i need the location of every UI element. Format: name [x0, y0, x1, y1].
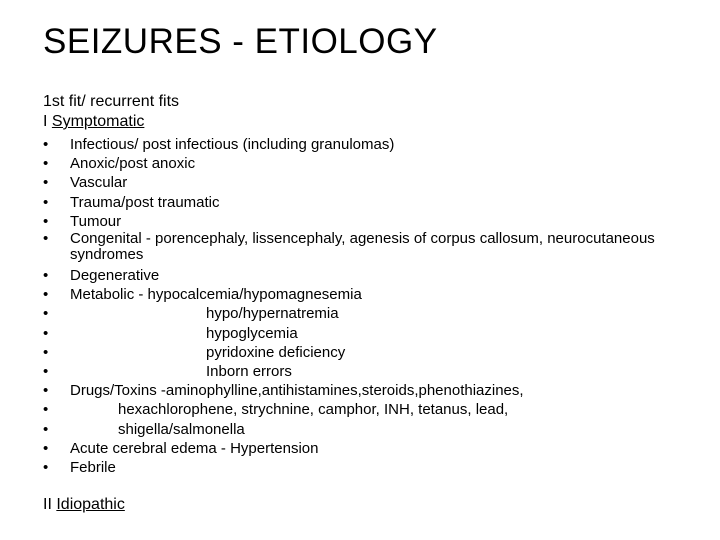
list-item: • Anoxic/post anoxic — [43, 155, 196, 173]
bullet-icon: • — [43, 212, 49, 230]
bullet-icon: • — [43, 193, 49, 211]
list-item: • Vascular — [43, 174, 128, 192]
bullet-icon: • — [43, 439, 49, 457]
section-heading-idiopathic — [43, 496, 125, 514]
list-item: • pyridoxine deficiency — [43, 343, 346, 361]
bullet-icon: • — [43, 459, 49, 477]
list-item: • Tumour — [43, 212, 122, 230]
list-item: • Degenerative — [43, 267, 160, 285]
list-item: • Acute cerebral edema - Hypertension — [43, 439, 319, 457]
section-label: Idiopathic — [56, 496, 125, 513]
list-item: • Drugs/Toxins -aminophylline,antihistamines,steroids,phenothiazines, — [43, 382, 524, 400]
slide-title: SEIZURES - ETIOLOGY — [43, 22, 438, 61]
bullet-icon: • — [43, 267, 49, 285]
bullet-icon: • — [43, 286, 49, 304]
bullet-icon: • — [43, 401, 49, 419]
section-numeral: I — [43, 113, 48, 130]
list-item: • shigella/salmonella — [43, 420, 245, 438]
bullet-icon: • — [43, 343, 49, 361]
subtitle-fit-type: 1st fit/ recurrent fits — [43, 93, 180, 110]
list-item: • hypo/hypernatremia — [43, 305, 339, 323]
bullet-icon: • — [43, 155, 49, 173]
bullet-icon: • — [43, 136, 49, 153]
list-item: • hexachlorophene, strychnine, camphor, INH, tetanus, lead, — [43, 401, 509, 419]
section-heading-symptomatic — [43, 113, 144, 131]
bullet-icon: • — [43, 174, 49, 192]
bullet-icon: • — [43, 382, 49, 400]
section-label: Symptomatic — [51, 113, 145, 130]
section-numeral: II — [43, 496, 52, 513]
etiology-list — [43, 135, 703, 477]
list-item: • hypoglycemia — [43, 324, 298, 342]
list-item: • Febrile — [43, 459, 116, 477]
list-item: • Infectious/ post infectious (including granulomas) — [43, 136, 395, 153]
bullet-icon: • — [43, 420, 49, 438]
list-item: • Metabolic - hypocalcemia/hypomagnesemia — [43, 286, 362, 304]
list-item: • Inborn errors — [43, 363, 292, 381]
list-item: • Trauma/post traumatic — [43, 193, 220, 211]
bullet-icon: • — [43, 324, 49, 342]
bullet-icon: • — [43, 363, 49, 381]
bullet-icon: • — [43, 305, 49, 323]
bullet-icon: • — [43, 230, 49, 248]
list-item: • Congenital - porencephaly, lissencephaly, agenesis of corpus callosum, neurocutaneous syndromes — [43, 230, 655, 263]
